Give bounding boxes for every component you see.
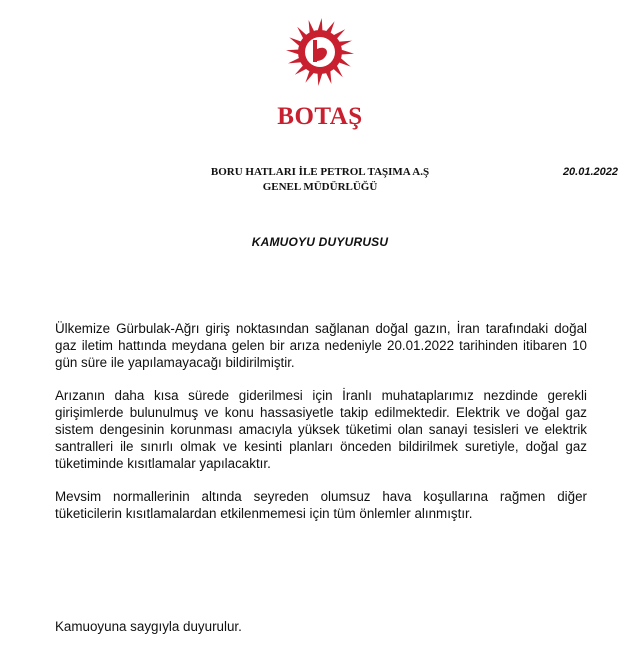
company-name bbox=[150, 165, 490, 195]
company-line-2: GENEL MÜDÜRLÜĞÜ bbox=[262, 181, 378, 193]
paragraph-2: Arızanın daha kısa sürede giderilmesi için İranlı muhataplarımız nezdinde gerekli girişimlerde bulunulmuş ve konu hassasiyetle takip edilmektedir. Elektrik ve doğal gaz sistem dengesinin korunması amacıyla yüksek tüketimi olan sanayi tesisleri ve elektrik santralleri ile sınırlı olmak ve kesinti planları önceden bildirilmek suretiyle, doğal gaz tüketiminde kısıtlamalar yapılacaktır. bbox=[55, 388, 587, 471]
document-title: KAMUOYU DUYURUSU bbox=[251, 235, 389, 249]
botas-logo-icon bbox=[284, 16, 356, 88]
document-date: 20.01.2022 bbox=[562, 166, 618, 178]
document-body bbox=[55, 320, 587, 538]
brand-name: BOTAŞ bbox=[277, 103, 363, 130]
company-line-1: BORU HATLARI İLE PETROL TAŞIMA A.Ş bbox=[210, 166, 430, 178]
closing-line: Kamuoyuna saygıyla duyurulur. bbox=[55, 619, 242, 634]
paragraph-3: Mevsim normallerinin altında seyreden olumsuz hava koşullarına rağmen diğer tüketicilerin kısıtlamalardan etkilenmemesi için tüm önlemler alınmıştır. bbox=[55, 489, 587, 521]
paragraph-1: Ülkemize Gürbulak-Ağrı giriş noktasından sağlanan doğal gazın, İran tarafındaki doğal gaz iletim hattında meydana gelen bir arıza nedeniyle 20.01.2022 tarihinden itibaren 10 gün süre ile yapılamayacağı bildirilmiştir. bbox=[55, 321, 587, 370]
